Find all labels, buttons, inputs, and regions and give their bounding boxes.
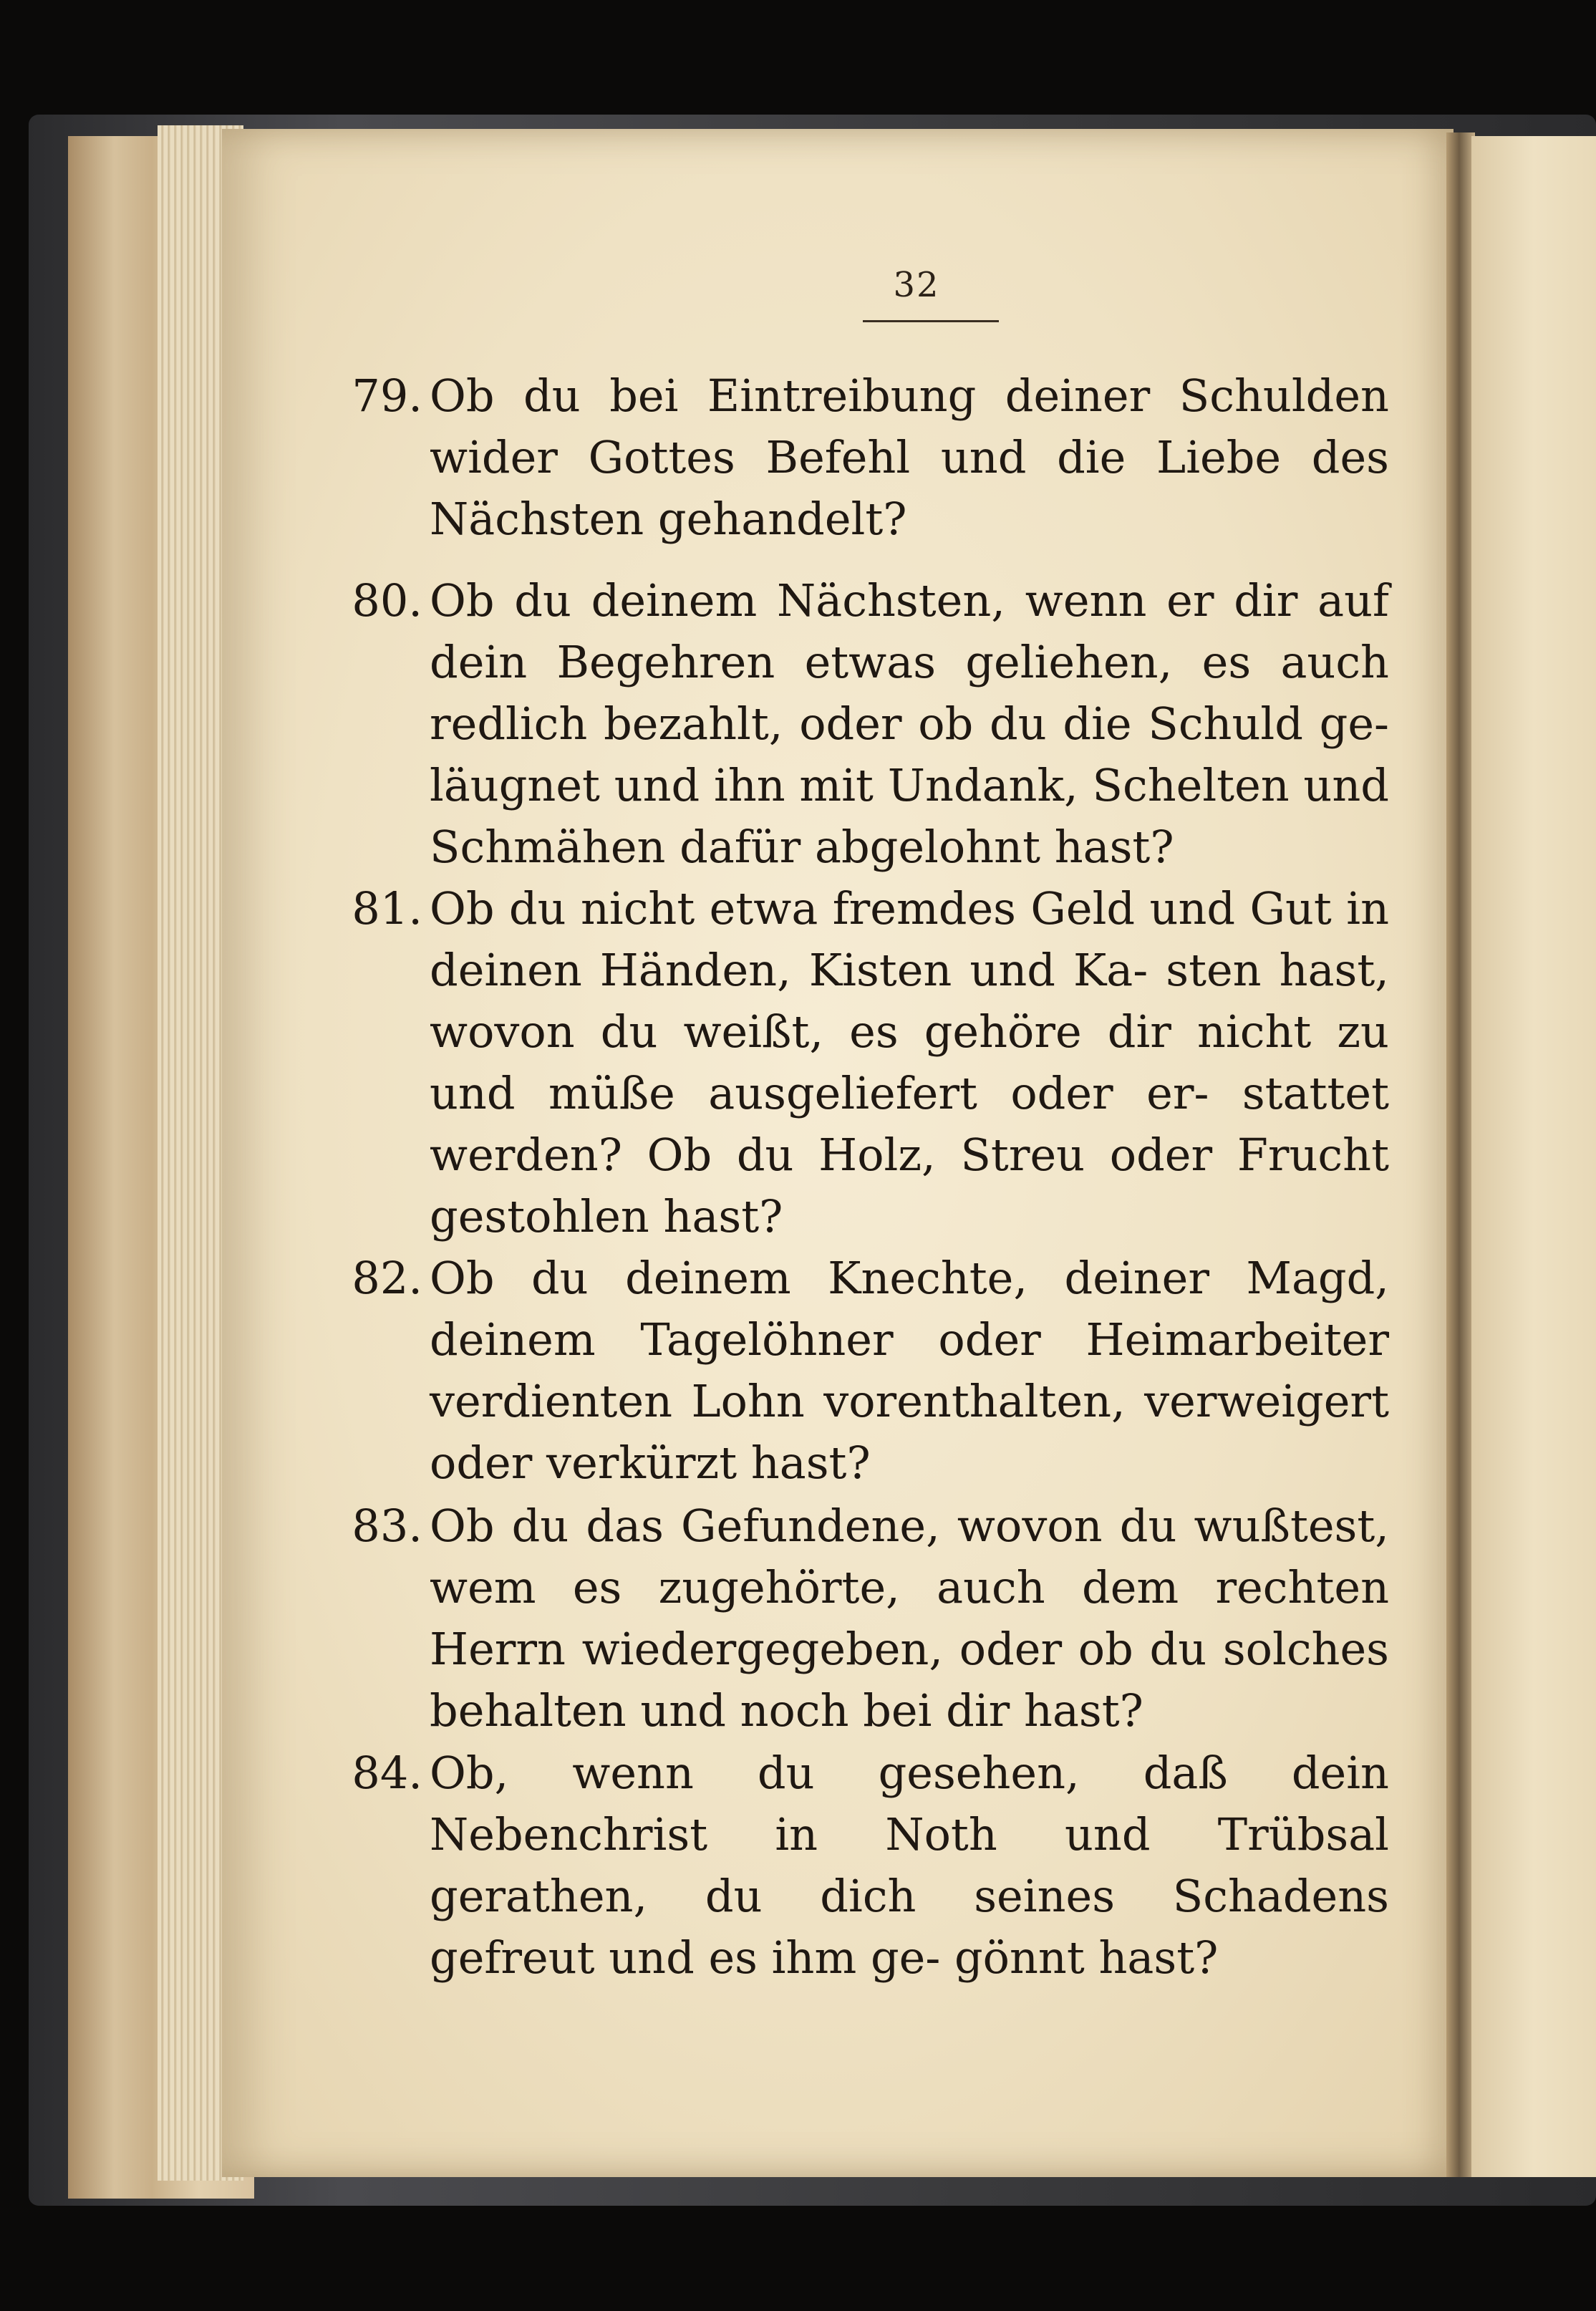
header-rule bbox=[863, 320, 999, 322]
entry-number: 82. bbox=[352, 1252, 422, 1304]
entry-79 bbox=[352, 365, 1389, 550]
entry-number: 84. bbox=[352, 1747, 422, 1799]
entry-text: Ob du bei Eintreibung deiner Schulden wider Gottes Befehl und die Liebe des Nächsten gehandelt? bbox=[430, 370, 1389, 545]
entry-text: Ob du deinem Nächsten, wenn er dir auf dein Begehren etwas geliehen, es auch redlich bezahlt, oder ob du die Schuld ge‑ läugnet und ihn mit Undank, Schelten und Schmähen dafür abgelohnt hast? bbox=[430, 574, 1389, 873]
entry-80 bbox=[352, 570, 1389, 878]
entry-number: 79. bbox=[352, 370, 422, 422]
entry-text: Ob, wenn du gesehen, daß dein Nebenchrist in Noth und Trübsal gerathen, du dich seines Schadens gefreut und es ihm ge‑ gönnt hast? bbox=[430, 1747, 1389, 1984]
page-number: 32 bbox=[893, 265, 940, 305]
book-gutter bbox=[1446, 132, 1475, 2177]
entry-83 bbox=[352, 1495, 1389, 1742]
entry-84 bbox=[352, 1742, 1389, 1989]
entry-81 bbox=[352, 878, 1389, 1248]
entry-text: Ob du das Gefundene, wovon du wußtest, wem es zugehörte, auch dem rechten Herrn wiedergegeben, oder ob du solches behalten und noch bei dir hast? bbox=[430, 1500, 1389, 1737]
entry-number: 81. bbox=[352, 882, 422, 935]
entry-text: Ob du nicht etwa fremdes Geld und Gut in deinen Händen, Kisten und Ka‑ sten hast, wovon du weißt, es gehöre dir nicht zu und müße ausgeliefert oder er‑ stattet werden? Ob du Holz, Streu oder Frucht gestohlen hast? bbox=[430, 882, 1389, 1243]
entry-number: 80. bbox=[352, 574, 422, 627]
entry-82 bbox=[352, 1248, 1389, 1494]
entry-number: 83. bbox=[352, 1500, 422, 1552]
entry-text: Ob du deinem Knechte, deiner Magd, deinem Tagelöhner oder Heimarbeiter verdienten Lohn vorenthalten, verweigert oder verkürzt hast? bbox=[430, 1252, 1389, 1489]
next-page-edge bbox=[1471, 136, 1596, 2177]
